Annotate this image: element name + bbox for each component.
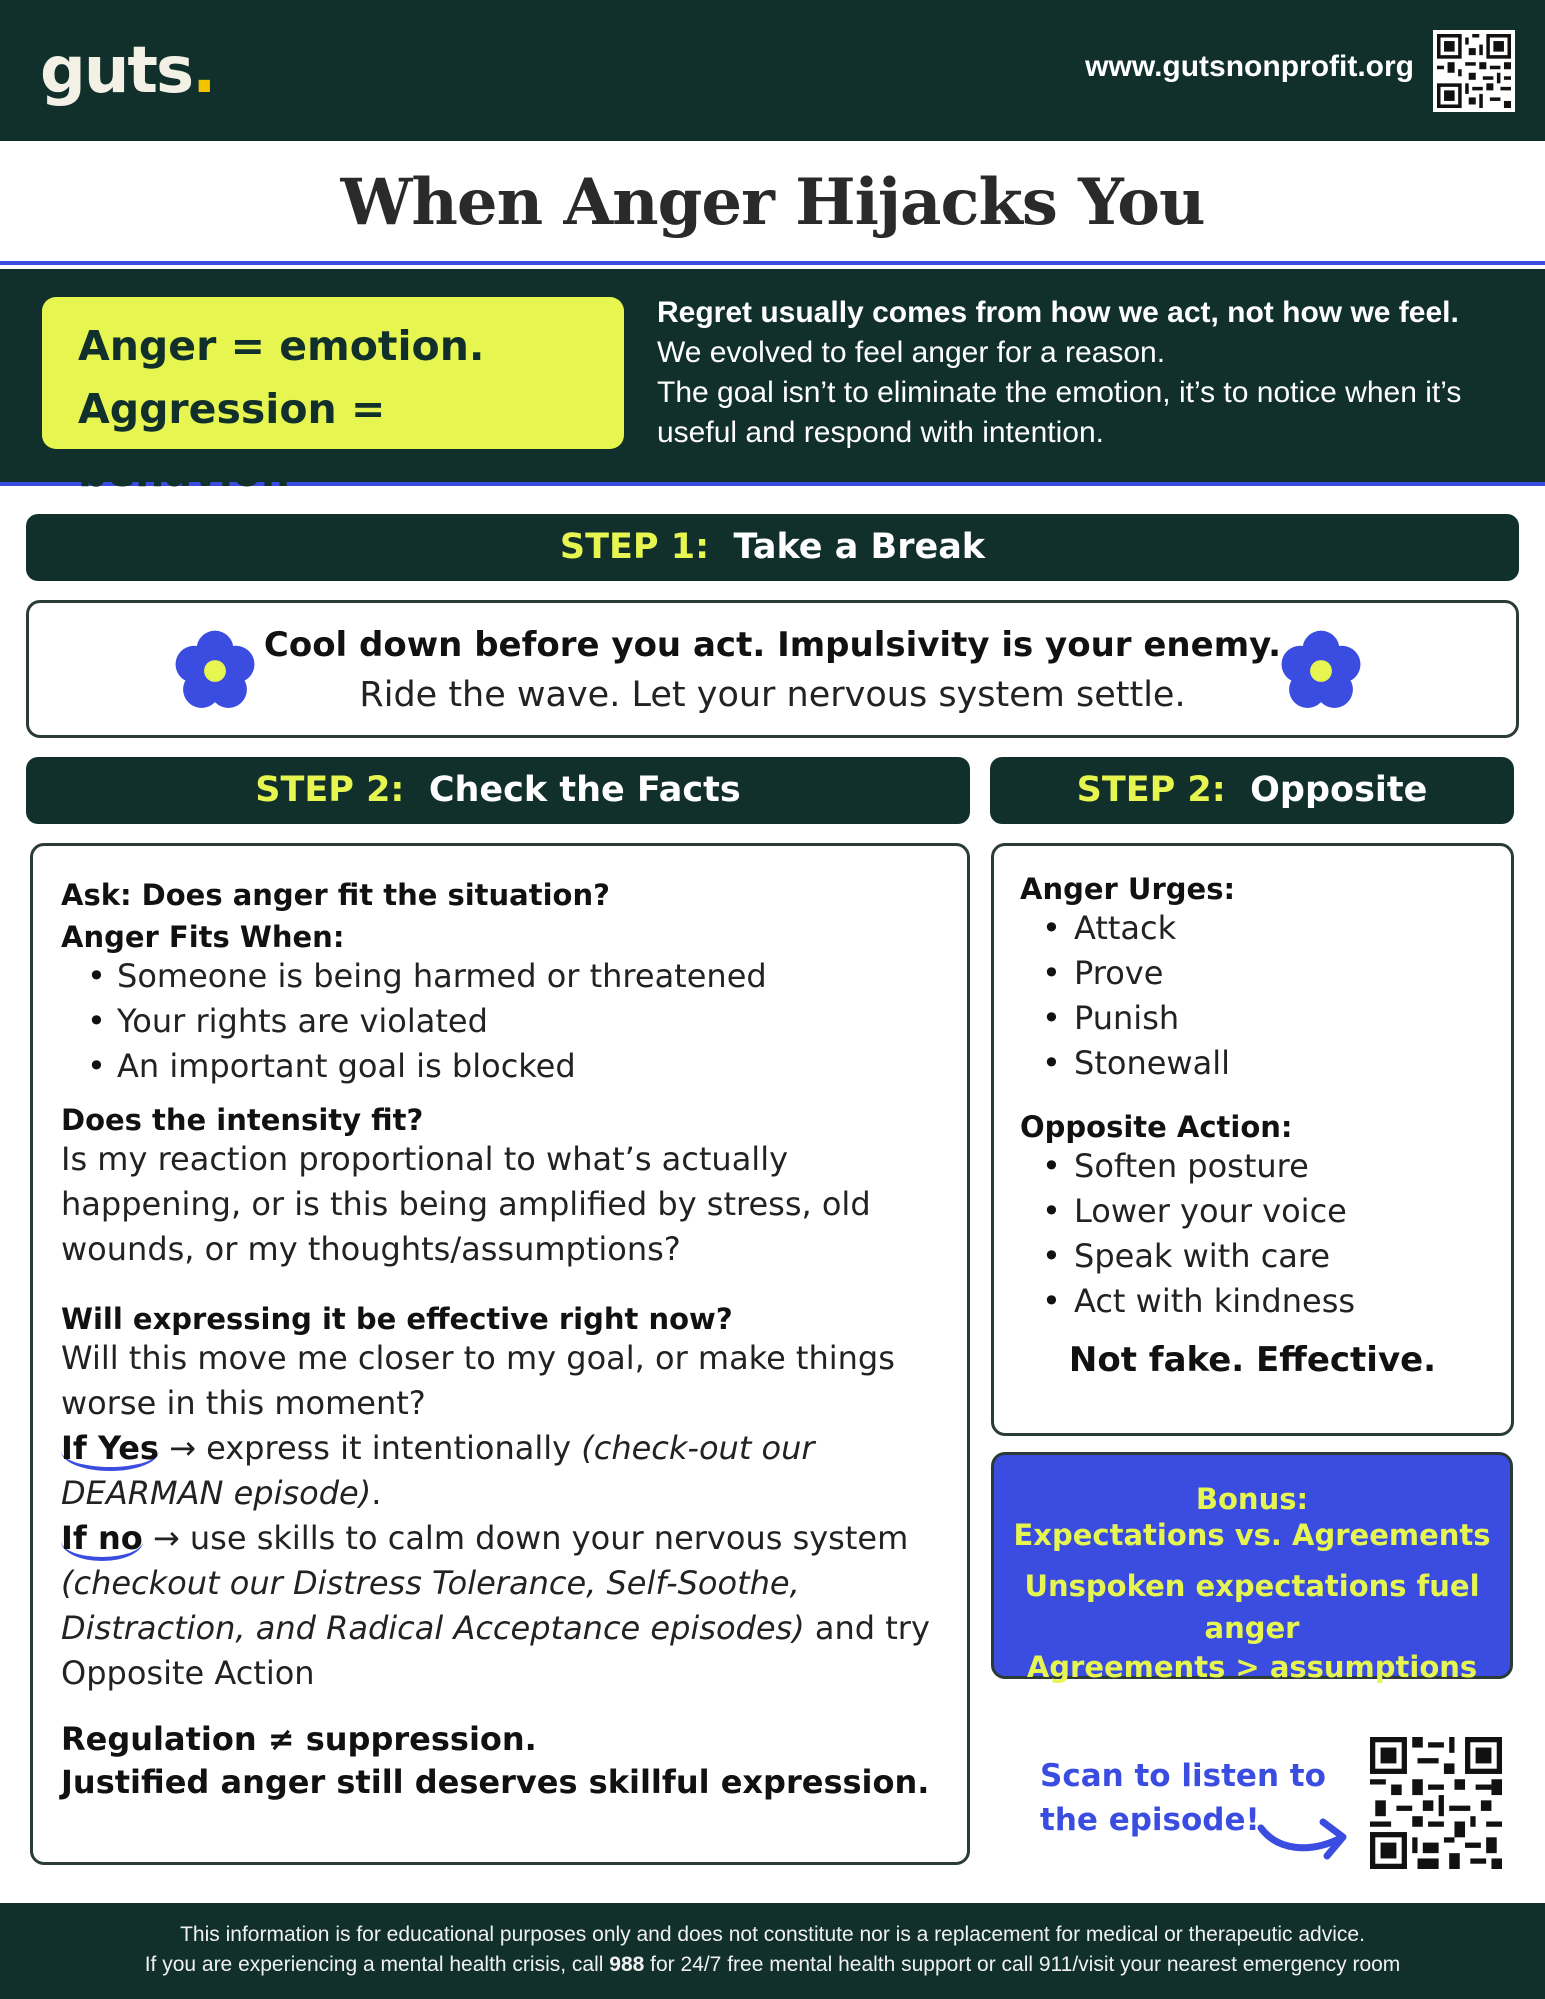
arrow-right-icon — [1257, 1806, 1352, 1866]
flower-icon — [1279, 629, 1363, 713]
intro-text — [657, 293, 1517, 453]
urges-list — [1042, 906, 1485, 1086]
if-no-label: If no — [61, 1521, 143, 1561]
if-yes-label: If Yes — [61, 1431, 159, 1471]
website-link[interactable]: www.gutsnonprofit.org — [1085, 50, 1414, 83]
opposite-action-card — [991, 843, 1514, 1436]
actions-list — [1042, 1144, 1485, 1324]
step1-label: STEP 1: — [559, 527, 710, 567]
bonus-line: Unspoken expectations fuel anger — [1024, 1569, 1480, 1645]
step2-label: STEP 2: — [255, 770, 405, 810]
page-title: When Anger Hijacks You — [340, 165, 1205, 240]
disclaimer-footer — [0, 1903, 1545, 1999]
anger-emotion-line: Anger = emotion. — [78, 322, 485, 370]
step1-line2: Ride the wave. Let your nervous system settle. — [359, 675, 1186, 715]
effective-text: Will this move me closer to my goal, or make things worse in this moment? — [61, 1339, 895, 1422]
fits-list — [87, 954, 937, 1089]
qr-code-icon — [1433, 30, 1515, 112]
intro-line: The goal isn’t to eliminate the emotion, it’s to notice when it’s useful and respond with intention. — [657, 376, 1462, 449]
step2-label: STEP 2: — [1076, 770, 1226, 810]
if-yes-end: . — [371, 1474, 382, 1512]
opposite-action-heading: Opposite Action: — [1020, 1110, 1293, 1144]
intro-line: We evolved to feel anger for a reason. — [657, 336, 1166, 369]
disclaimer-line1: This information is for educational purposes only and does not constitute nor is a replacement for medical or therapeutic advice. — [180, 1923, 1365, 1946]
check-facts-card — [30, 843, 970, 1865]
step1-header — [26, 514, 1519, 581]
top-bar — [0, 0, 1545, 141]
if-no-paragraph — [61, 1516, 937, 1696]
intensity-text: Is my reaction proportional to what’s actually happening, or is this being amplified by stress, old wounds, or my thoughts/assumptions? — [61, 1140, 871, 1268]
intro-bold-line: Regret usually comes from how we act, not how we feel. — [657, 296, 1459, 329]
intensity-heading: Does the intensity fit? — [61, 1103, 424, 1137]
closing-block — [61, 1718, 937, 1804]
guts-logo[interactable] — [40, 34, 214, 108]
scan-line1: Scan to listen to — [1040, 1758, 1326, 1794]
dearman-link-text: (check-out our DEARMAN episode) — [61, 1429, 815, 1512]
step2-opposite-header — [990, 757, 1514, 824]
step1-title: Take a Break — [733, 527, 986, 567]
bonus-label: Bonus: — [1195, 1482, 1309, 1516]
step1-line1: Cool down before you act. Impulsivity is your enemy. — [263, 625, 1282, 665]
bonus-title: Expectations vs. Agreements — [1013, 1518, 1491, 1552]
crisis-text-end: for 24/7 free mental health support or call 911/visit your nearest emergency room — [644, 1953, 1401, 1976]
disclaimer-line2 — [0, 1950, 1545, 1980]
list-item: • Lower your voice — [1042, 1189, 1485, 1234]
list-item: • Your rights are violated — [87, 999, 937, 1044]
bonus-line: Agreements > assumptions — [1026, 1650, 1478, 1684]
if-no-end: and try Opposite Action — [61, 1609, 930, 1692]
anger-vs-aggression-box — [42, 297, 624, 496]
list-item: • Stonewall — [1042, 1041, 1485, 1086]
effective-heading: Will expressing it be effective right now? — [61, 1302, 733, 1336]
episodes-text: (checkout our Distress Tolerance, Self-Soothe, Distraction, and Radical Acceptance episodes) — [61, 1564, 805, 1647]
tagline: Not fake. Effective. — [1068, 1340, 1437, 1380]
ask-heading: Ask: Does anger fit the situation? — [61, 878, 610, 912]
logo-dot: . — [192, 34, 215, 108]
step2-facts-header — [26, 757, 970, 824]
scan-line2: the episode! — [1040, 1802, 1260, 1838]
list-item: • Act with kindness — [1042, 1279, 1485, 1324]
crisis-number: 988 — [609, 1953, 645, 1976]
list-item: • Someone is being harmed or threatened — [87, 954, 937, 999]
bonus-box — [991, 1452, 1513, 1684]
list-item: • Prove — [1042, 951, 1485, 996]
logo-text: guts — [40, 34, 193, 108]
if-yes-paragraph — [61, 1426, 937, 1516]
step1-card — [26, 600, 1519, 738]
qr-code-icon[interactable] — [1370, 1737, 1502, 1869]
closing-line1: Regulation ≠ suppression. — [61, 1720, 537, 1758]
list-item: • Punish — [1042, 996, 1485, 1041]
step2-opposite-title: Opposite — [1250, 770, 1428, 810]
intro-band — [0, 269, 1545, 496]
closing-line2: Justified anger still deserves skillful expression. — [61, 1763, 930, 1801]
if-yes-text: → express it intentionally — [158, 1429, 582, 1467]
title-band — [0, 141, 1545, 265]
step2-facts-title: Check the Facts — [428, 770, 741, 810]
list-item: • An important goal is blocked — [87, 1044, 937, 1089]
list-item: • Speak with care — [1042, 1234, 1485, 1279]
if-no-text: → use skills to calm down your nervous system — [142, 1519, 909, 1557]
aggression-behavior-line: Aggression = behavior. — [78, 385, 386, 496]
fits-heading: Anger Fits When: — [61, 920, 345, 954]
urges-heading: Anger Urges: — [1020, 872, 1236, 906]
list-item: • Attack — [1042, 906, 1485, 951]
list-item: • Soften posture — [1042, 1144, 1485, 1189]
crisis-text: If you are experiencing a mental health crisis, call — [144, 1953, 610, 1976]
